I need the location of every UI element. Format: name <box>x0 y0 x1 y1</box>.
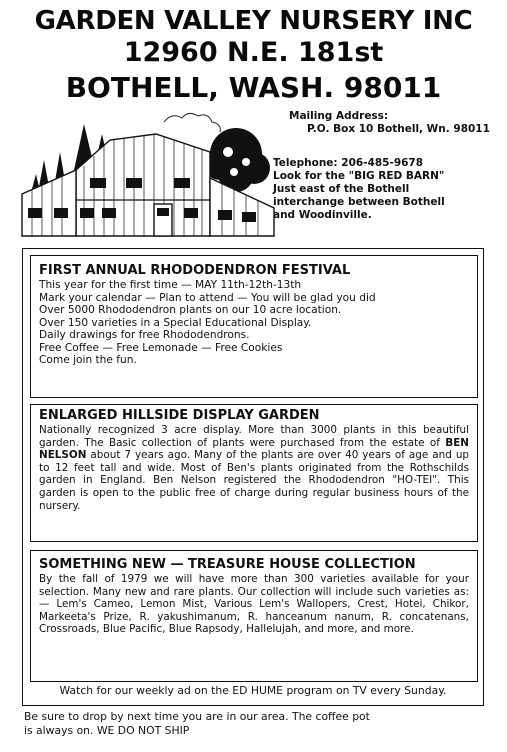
festival-box <box>30 255 478 398</box>
hillside-text-a: Nationally recognized 3 acre display. More than 3000 plants in this beautiful garden. The Basic collection of plants were purchased from the estate of <box>39 424 469 449</box>
festival-line: Free Coffee — Free Lemonade — Free Cookies <box>39 341 283 354</box>
festival-line: Come join the fun. <box>39 354 137 366</box>
nursery-name: GARDEN VALLEY NURSERY INC <box>34 6 473 36</box>
look-for: Look for the "BIG RED BARN" <box>273 170 445 182</box>
hillside-title: ENLARGED HILLSIDE DISPLAY GARDEN <box>39 408 320 423</box>
festival-title: FIRST ANNUAL RHODODENDRON FESTIVAL <box>39 263 351 278</box>
hillside-box <box>30 404 478 542</box>
hillside-text <box>39 424 469 512</box>
mailing-label: Mailing Address: <box>289 110 389 122</box>
direction-line-2: interchange between Bothell <box>273 196 445 208</box>
mailing-address <box>289 110 504 136</box>
treasure-title: SOMETHING NEW — TREASURE HOUSE COLLECTION <box>39 557 416 572</box>
city-state-zip: BOTHELL, WASH. 98011 <box>65 71 442 104</box>
festival-line: Over 150 varieties in a Special Educational Display. <box>39 316 312 329</box>
mailing-address-value: P.O. Box 10 Bothell, Wn. 98011 <box>307 123 490 135</box>
header <box>0 6 507 106</box>
festival-line: Mark your calendar — Plan to attend — You will be glad you did <box>39 291 376 304</box>
contact-info <box>273 157 503 222</box>
treasure-text: By the fall of 1979 we will have more than 300 varieties available for your selection. Many new and rare plants. Our collection will include such varieties as: — Lem's Cameo, Lemon Mist, Various Lem's Wallopers, Crest, Hotei, Chikor, Markeeta's Prize, R. yakushimanum, R. hanceanum nanum, R. concatenans, Crossroads, Blue Pacific, Blue Rapsody, Hallelujah, and more, and more. <box>39 573 469 636</box>
footer-line-1: Be sure to drop by next time you are in our area. The coffee pot <box>24 710 370 723</box>
festival-line: Daily drawings for free Rhododendrons. <box>39 329 250 341</box>
tv-notice: Watch for our weekly ad on the ED HUME program on TV every Sunday. <box>59 684 447 697</box>
telephone: Telephone: 206-485-9678 <box>273 157 424 169</box>
hillside-name: BEN NELSON <box>39 436 469 462</box>
cloud-icon <box>164 113 220 132</box>
direction-line-3: and Woodinville. <box>273 209 372 221</box>
hillside-text-b: about 7 years ago. Many of the plants are over 40 years of age and up to 12 feet tall and wide. Most of Ben's plants originated from the Rothschilds garden in England. Ben Nelson registered the Rhododendron "HO-TEI". This garden is open to the public free of charge during regular business hours of the nursery. <box>39 449 469 512</box>
festival-line: This year for the first time — MAY 11th-12th-13th <box>39 279 302 291</box>
treasure-box <box>30 550 478 682</box>
footer-line-2: is always on. WE DO NOT SHIP <box>24 724 190 737</box>
street-address: 12960 N.E. 181st <box>123 37 384 68</box>
barn-illustration <box>14 104 294 244</box>
festival-line: Over 5000 Rhododendron plants on our 10 acre location. <box>39 304 342 316</box>
direction-line-1: Just east of the Bothell <box>273 183 410 195</box>
